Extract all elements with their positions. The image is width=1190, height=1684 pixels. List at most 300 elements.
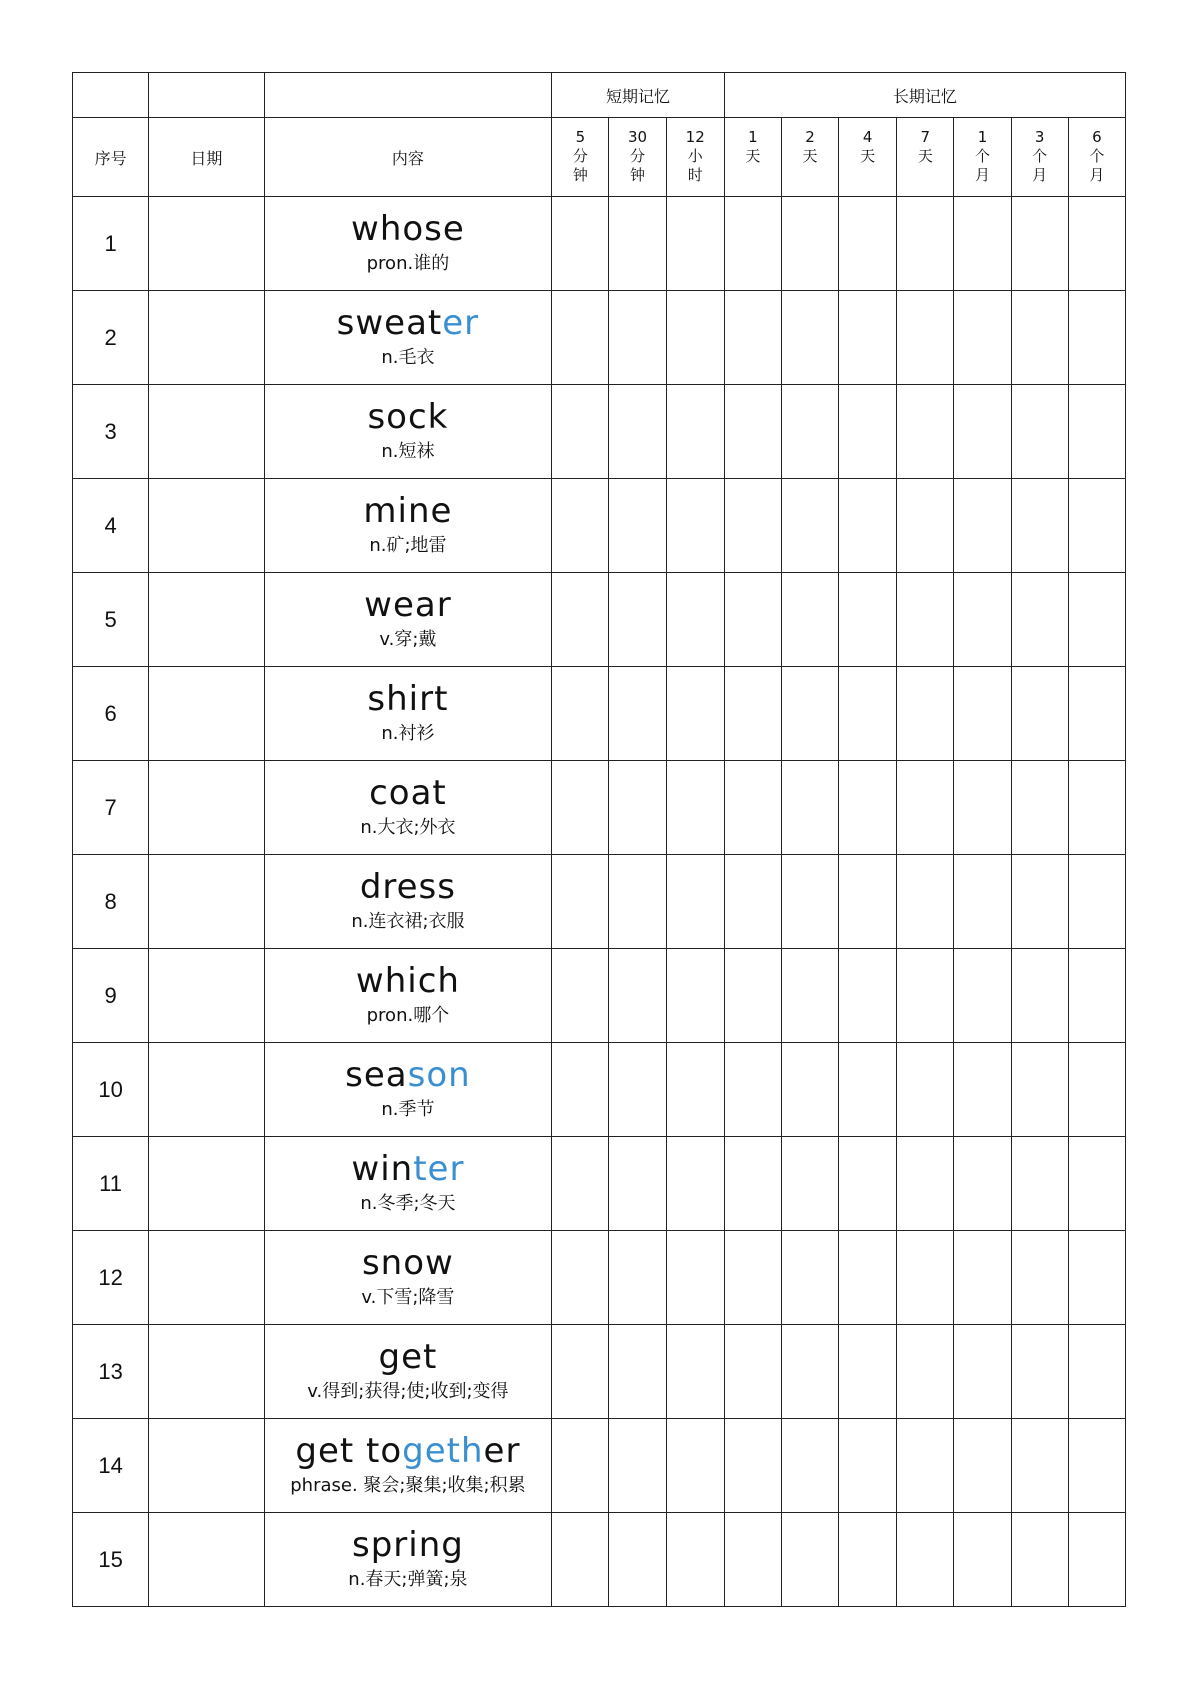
- review-checkbox-cell[interactable]: [552, 1137, 609, 1231]
- review-checkbox-cell[interactable]: [1011, 291, 1068, 385]
- review-checkbox-cell[interactable]: [781, 1419, 838, 1513]
- word-meaning: pron.哪个: [366, 1004, 450, 1026]
- review-checkbox-cell[interactable]: [609, 855, 666, 949]
- review-checkbox-cell[interactable]: [1068, 949, 1125, 1043]
- review-checkbox-cell[interactable]: [897, 385, 954, 479]
- vocab-word: [265, 304, 552, 342]
- review-checkbox-cell[interactable]: [666, 1325, 724, 1419]
- word-meaning: n.衬衫: [381, 722, 435, 744]
- review-checkbox-cell[interactable]: [666, 479, 724, 573]
- review-checkbox-cell[interactable]: [954, 949, 1011, 1043]
- review-checkbox-cell[interactable]: [609, 197, 666, 291]
- review-checkbox-cell[interactable]: [1011, 855, 1068, 949]
- review-checkbox-cell[interactable]: [781, 855, 838, 949]
- date-cell[interactable]: [149, 667, 264, 761]
- review-checkbox-cell[interactable]: [781, 479, 838, 573]
- row-index: 13: [73, 1325, 149, 1419]
- review-checkbox-cell[interactable]: [954, 855, 1011, 949]
- review-checkbox-cell[interactable]: [552, 1043, 609, 1137]
- word-part: sweat: [336, 302, 443, 343]
- review-checkbox-cell[interactable]: [666, 949, 724, 1043]
- row-index: 1: [73, 197, 149, 291]
- review-checkbox-cell[interactable]: [954, 1231, 1011, 1325]
- vocab-word: [265, 868, 552, 906]
- review-checkbox-cell[interactable]: [897, 1325, 954, 1419]
- review-checkbox-cell[interactable]: [724, 667, 781, 761]
- review-checkbox-cell[interactable]: [839, 761, 897, 855]
- review-checkbox-cell[interactable]: [609, 1419, 666, 1513]
- review-checkbox-cell[interactable]: [839, 1231, 897, 1325]
- date-cell[interactable]: [149, 761, 264, 855]
- date-cell[interactable]: [149, 385, 264, 479]
- word-part: sea: [345, 1054, 408, 1095]
- date-cell[interactable]: [149, 949, 264, 1043]
- content-cell: [264, 1419, 552, 1513]
- review-checkbox-cell[interactable]: [781, 385, 838, 479]
- review-checkbox-cell[interactable]: [781, 291, 838, 385]
- content-cell: [264, 385, 552, 479]
- review-checkbox-cell[interactable]: [1068, 667, 1125, 761]
- review-checkbox-cell[interactable]: [781, 667, 838, 761]
- review-checkbox-cell[interactable]: [724, 573, 781, 667]
- review-checkbox-cell[interactable]: [1011, 1325, 1068, 1419]
- review-checkbox-cell[interactable]: [781, 573, 838, 667]
- vocab-word: [265, 586, 552, 624]
- interval-header-char: 6: [1092, 128, 1102, 146]
- interval-header-char: 时: [687, 166, 703, 184]
- interval-header-char: 12: [685, 128, 705, 146]
- review-checkbox-cell[interactable]: [897, 855, 954, 949]
- review-checkbox-cell[interactable]: [781, 949, 838, 1043]
- word-meaning: pron.谁的: [366, 252, 450, 274]
- review-checkbox-cell[interactable]: [1011, 1419, 1068, 1513]
- review-checkbox-cell[interactable]: [1068, 197, 1125, 291]
- interval-header-char: 个: [974, 147, 990, 165]
- review-checkbox-cell[interactable]: [781, 1513, 838, 1607]
- interval-header-char: 月: [1089, 166, 1105, 184]
- content-cell: [264, 479, 552, 573]
- review-checkbox-cell[interactable]: [1068, 573, 1125, 667]
- vocab-word: [265, 1432, 552, 1470]
- interval-header: [839, 118, 897, 197]
- content-cell: [264, 1137, 552, 1231]
- review-checkbox-cell[interactable]: [552, 949, 609, 1043]
- review-checkbox-cell[interactable]: [781, 1137, 838, 1231]
- vocab-word: [265, 1526, 552, 1564]
- table-row: [73, 1231, 1126, 1325]
- word-part: dress: [359, 866, 456, 907]
- vocab-word: [265, 774, 552, 812]
- review-checkbox-cell[interactable]: [1068, 1513, 1125, 1607]
- review-checkbox-cell[interactable]: [897, 761, 954, 855]
- review-checkbox-cell[interactable]: [839, 197, 897, 291]
- review-checkbox-cell[interactable]: [1068, 1043, 1125, 1137]
- long-term-header: 长期记忆: [724, 73, 1125, 118]
- interval-header: [954, 118, 1011, 197]
- interval-header-char: 个: [1032, 147, 1048, 165]
- interval-header-char: 5: [575, 128, 586, 146]
- interval-header-char: 4: [862, 128, 873, 146]
- row-index: 14: [73, 1419, 149, 1513]
- table-row: [73, 1137, 1126, 1231]
- review-checkbox-cell[interactable]: [552, 761, 609, 855]
- interval-header-char: 天: [917, 147, 933, 165]
- review-checkbox-cell[interactable]: [954, 1419, 1011, 1513]
- review-checkbox-cell[interactable]: [954, 291, 1011, 385]
- interval-header-char: 月: [1032, 166, 1048, 184]
- review-checkbox-cell[interactable]: [839, 949, 897, 1043]
- word-part: coat: [369, 772, 447, 813]
- row-index: 2: [73, 291, 149, 385]
- vocab-word: [265, 492, 552, 530]
- review-checkbox-cell[interactable]: [839, 1419, 897, 1513]
- word-part: shirt: [367, 678, 449, 719]
- word-meaning: n.毛衣: [381, 346, 435, 368]
- review-checkbox-cell[interactable]: [552, 1419, 609, 1513]
- review-checkbox-cell[interactable]: [1011, 761, 1068, 855]
- content-cell: [264, 573, 552, 667]
- review-checkbox-cell[interactable]: [839, 1137, 897, 1231]
- interval-header: [609, 118, 666, 197]
- interval-header-char: 天: [745, 147, 761, 165]
- interval-header-char: 1: [748, 128, 758, 146]
- review-checkbox-cell[interactable]: [609, 667, 666, 761]
- review-checkbox-cell[interactable]: [954, 573, 1011, 667]
- word-meaning: n.短袜: [381, 440, 435, 462]
- row-index: 10: [73, 1043, 149, 1137]
- review-checkbox-cell[interactable]: [1011, 949, 1068, 1043]
- date-cell[interactable]: [149, 197, 264, 291]
- review-checkbox-cell[interactable]: [666, 385, 724, 479]
- date-header: 日期: [149, 118, 264, 197]
- row-index: 12: [73, 1231, 149, 1325]
- row-index: 7: [73, 761, 149, 855]
- review-checkbox-cell[interactable]: [1068, 1419, 1125, 1513]
- review-checkbox-cell[interactable]: [1011, 197, 1068, 291]
- word-meaning: n.春天;弹簧;泉: [348, 1568, 468, 1590]
- review-checkbox-cell[interactable]: [1011, 385, 1068, 479]
- row-index: 11: [73, 1137, 149, 1231]
- content-cell: [264, 291, 552, 385]
- interval-header-char: 钟: [630, 166, 646, 184]
- review-checkbox-cell[interactable]: [609, 1325, 666, 1419]
- table-row: [73, 1419, 1126, 1513]
- header-blank-cell: [73, 73, 149, 118]
- content-cell: [264, 1513, 552, 1607]
- review-checkbox-cell[interactable]: [839, 573, 897, 667]
- date-cell[interactable]: [149, 1513, 264, 1607]
- content-header: 内容: [264, 118, 552, 197]
- table-row: [73, 197, 1126, 291]
- word-part: get to: [295, 1430, 403, 1471]
- review-checkbox-cell[interactable]: [666, 761, 724, 855]
- review-checkbox-cell[interactable]: [839, 667, 897, 761]
- review-checkbox-cell[interactable]: [552, 479, 609, 573]
- word-part: mine: [363, 490, 453, 531]
- review-checkbox-cell[interactable]: [609, 1513, 666, 1607]
- content-cell: [264, 1231, 552, 1325]
- review-checkbox-cell[interactable]: [781, 1231, 838, 1325]
- review-checkbox-cell[interactable]: [954, 761, 1011, 855]
- date-cell[interactable]: [149, 1231, 264, 1325]
- review-checkbox-cell[interactable]: [1068, 761, 1125, 855]
- review-checkbox-cell[interactable]: [666, 1419, 724, 1513]
- review-checkbox-cell[interactable]: [954, 479, 1011, 573]
- review-checkbox-cell[interactable]: [1011, 667, 1068, 761]
- table-row: [73, 385, 1126, 479]
- review-checkbox-cell[interactable]: [609, 573, 666, 667]
- review-checkbox-cell[interactable]: [1011, 1043, 1068, 1137]
- review-checkbox-cell[interactable]: [552, 855, 609, 949]
- review-checkbox-cell[interactable]: [724, 1231, 781, 1325]
- review-checkbox-cell[interactable]: [609, 291, 666, 385]
- word-part: win: [351, 1148, 414, 1189]
- word-highlight: son: [407, 1054, 471, 1095]
- review-checkbox-cell[interactable]: [552, 385, 609, 479]
- word-highlight: geth: [402, 1430, 484, 1471]
- review-checkbox-cell[interactable]: [897, 1231, 954, 1325]
- review-checkbox-cell[interactable]: [897, 291, 954, 385]
- interval-header: [781, 118, 838, 197]
- header-row-columns: [73, 118, 1126, 197]
- review-checkbox-cell[interactable]: [781, 1325, 838, 1419]
- interval-header-char: 2: [805, 128, 815, 146]
- review-checkbox-cell[interactable]: [954, 667, 1011, 761]
- review-checkbox-cell[interactable]: [1011, 479, 1068, 573]
- review-checkbox-cell[interactable]: [609, 1137, 666, 1231]
- word-meaning: v.下雪;降雪: [361, 1286, 455, 1308]
- word-meaning: v.得到;获得;使;收到;变得: [307, 1380, 509, 1402]
- review-checkbox-cell[interactable]: [839, 385, 897, 479]
- interval-header: [1068, 118, 1125, 197]
- table-row: [73, 949, 1126, 1043]
- interval-header-char: 钟: [572, 166, 588, 184]
- review-checkbox-cell[interactable]: [839, 1513, 897, 1607]
- review-checkbox-cell[interactable]: [897, 573, 954, 667]
- review-checkbox-cell[interactable]: [609, 1231, 666, 1325]
- interval-header-char: 30: [628, 128, 648, 146]
- review-checkbox-cell[interactable]: [781, 761, 838, 855]
- word-part: er: [483, 1430, 521, 1471]
- interval-header: [897, 118, 954, 197]
- vocab-word: [265, 398, 552, 436]
- word-part: whose: [351, 208, 465, 249]
- interval-header-char: 分: [572, 147, 588, 165]
- row-index: 6: [73, 667, 149, 761]
- word-meaning: n.冬季;冬天: [360, 1192, 456, 1214]
- content-cell: [264, 855, 552, 949]
- review-checkbox-cell[interactable]: [954, 1043, 1011, 1137]
- word-part: sock: [367, 396, 449, 437]
- content-cell: [264, 667, 552, 761]
- table-row: [73, 479, 1126, 573]
- review-checkbox-cell[interactable]: [552, 197, 609, 291]
- interval-header-char: 小: [687, 147, 703, 165]
- content-cell: [264, 1043, 552, 1137]
- review-checkbox-cell[interactable]: [552, 1325, 609, 1419]
- review-checkbox-cell[interactable]: [666, 1137, 724, 1231]
- review-checkbox-cell[interactable]: [609, 385, 666, 479]
- word-meaning: phrase. 聚会;聚集;收集;积累: [290, 1474, 526, 1496]
- review-checkbox-cell[interactable]: [724, 761, 781, 855]
- content-cell: [264, 197, 552, 291]
- date-cell[interactable]: [149, 1325, 264, 1419]
- table-body: [73, 73, 1126, 1607]
- review-checkbox-cell[interactable]: [1011, 1137, 1068, 1231]
- interval-header-char: 月: [974, 166, 990, 184]
- date-cell[interactable]: [149, 573, 264, 667]
- review-checkbox-cell[interactable]: [839, 291, 897, 385]
- review-checkbox-cell[interactable]: [609, 949, 666, 1043]
- memory-review-table: [72, 72, 1126, 1607]
- review-checkbox-cell[interactable]: [839, 479, 897, 573]
- review-checkbox-cell[interactable]: [552, 573, 609, 667]
- date-cell[interactable]: [149, 291, 264, 385]
- review-checkbox-cell[interactable]: [954, 385, 1011, 479]
- review-checkbox-cell[interactable]: [954, 1137, 1011, 1231]
- date-cell[interactable]: [149, 1419, 264, 1513]
- table-row: [73, 291, 1126, 385]
- review-checkbox-cell[interactable]: [609, 479, 666, 573]
- review-checkbox-cell[interactable]: [897, 479, 954, 573]
- review-checkbox-cell[interactable]: [954, 1325, 1011, 1419]
- review-checkbox-cell[interactable]: [666, 1043, 724, 1137]
- review-checkbox-cell[interactable]: [724, 197, 781, 291]
- date-cell[interactable]: [149, 1043, 264, 1137]
- review-checkbox-cell[interactable]: [552, 291, 609, 385]
- table-row: [73, 667, 1126, 761]
- review-checkbox-cell[interactable]: [839, 855, 897, 949]
- review-checkbox-cell[interactable]: [666, 291, 724, 385]
- review-checkbox-cell[interactable]: [666, 1231, 724, 1325]
- review-checkbox-cell[interactable]: [1068, 855, 1125, 949]
- review-checkbox-cell[interactable]: [1011, 1513, 1068, 1607]
- vocab-word: [265, 1150, 552, 1188]
- vocab-word: [265, 1056, 552, 1094]
- review-checkbox-cell[interactable]: [552, 1513, 609, 1607]
- review-checkbox-cell[interactable]: [954, 1513, 1011, 1607]
- word-part: spring: [351, 1524, 464, 1565]
- review-checkbox-cell[interactable]: [552, 667, 609, 761]
- word-part: get: [378, 1336, 438, 1377]
- review-checkbox-cell[interactable]: [666, 855, 724, 949]
- table-row: [73, 1325, 1126, 1419]
- table-row: [73, 761, 1126, 855]
- word-part: wear: [364, 584, 452, 625]
- review-checkbox-cell[interactable]: [839, 1043, 897, 1137]
- interval-header: [1011, 118, 1068, 197]
- review-checkbox-cell[interactable]: [897, 1043, 954, 1137]
- review-checkbox-cell[interactable]: [609, 1043, 666, 1137]
- row-index: 4: [73, 479, 149, 573]
- table-row: [73, 1513, 1126, 1607]
- interval-header-char: 7: [920, 128, 931, 146]
- review-checkbox-cell[interactable]: [724, 1325, 781, 1419]
- date-cell[interactable]: [149, 855, 264, 949]
- review-checkbox-cell[interactable]: [666, 1513, 724, 1607]
- header-blank-cell: [149, 73, 264, 118]
- review-checkbox-cell[interactable]: [1011, 1231, 1068, 1325]
- table-row: [73, 855, 1126, 949]
- row-index: 9: [73, 949, 149, 1043]
- review-checkbox-cell[interactable]: [897, 197, 954, 291]
- review-checkbox-cell[interactable]: [1068, 291, 1125, 385]
- vocab-word: [265, 1338, 552, 1376]
- content-cell: [264, 949, 552, 1043]
- review-checkbox-cell[interactable]: [666, 573, 724, 667]
- index-header: 序号: [73, 118, 149, 197]
- interval-header-char: 3: [1034, 128, 1045, 146]
- review-checkbox-cell[interactable]: [897, 949, 954, 1043]
- review-checkbox-cell[interactable]: [897, 1419, 954, 1513]
- row-index: 5: [73, 573, 149, 667]
- review-checkbox-cell[interactable]: [1068, 385, 1125, 479]
- review-checkbox-cell[interactable]: [724, 855, 781, 949]
- date-cell[interactable]: [149, 1137, 264, 1231]
- interval-header: [552, 118, 609, 197]
- header-blank-cell: [264, 73, 552, 118]
- review-checkbox-cell[interactable]: [897, 1137, 954, 1231]
- word-meaning: n.矿;地雷: [369, 534, 447, 556]
- interval-header: [724, 118, 781, 197]
- review-checkbox-cell[interactable]: [724, 949, 781, 1043]
- review-checkbox-cell[interactable]: [781, 197, 838, 291]
- interval-header: [666, 118, 724, 197]
- table-row: [73, 573, 1126, 667]
- review-checkbox-cell[interactable]: [724, 479, 781, 573]
- table-row: [73, 1043, 1126, 1137]
- word-highlight: ter: [413, 1148, 465, 1189]
- vocab-word: [265, 962, 552, 1000]
- interval-header-char: 个: [1089, 147, 1105, 165]
- word-meaning: v.穿;戴: [379, 628, 437, 650]
- review-checkbox-cell[interactable]: [839, 1325, 897, 1419]
- review-checkbox-cell[interactable]: [724, 1513, 781, 1607]
- review-checkbox-cell[interactable]: [1068, 1325, 1125, 1419]
- interval-header-char: 1: [977, 128, 988, 146]
- content-cell: [264, 761, 552, 855]
- review-checkbox-cell[interactable]: [1068, 1231, 1125, 1325]
- review-checkbox-cell[interactable]: [724, 385, 781, 479]
- row-index: 8: [73, 855, 149, 949]
- review-checkbox-cell[interactable]: [1011, 573, 1068, 667]
- review-checkbox-cell[interactable]: [897, 1513, 954, 1607]
- date-cell[interactable]: [149, 479, 264, 573]
- interval-header-char: 分: [630, 147, 646, 165]
- review-checkbox-cell[interactable]: [1068, 1137, 1125, 1231]
- vocab-word: [265, 210, 552, 248]
- review-checkbox-cell[interactable]: [609, 761, 666, 855]
- review-checkbox-cell[interactable]: [724, 1043, 781, 1137]
- review-checkbox-cell[interactable]: [781, 1043, 838, 1137]
- review-checkbox-cell[interactable]: [897, 667, 954, 761]
- review-checkbox-cell[interactable]: [954, 197, 1011, 291]
- review-checkbox-cell[interactable]: [724, 291, 781, 385]
- vocab-word: [265, 1244, 552, 1282]
- review-checkbox-cell[interactable]: [724, 1137, 781, 1231]
- review-checkbox-cell[interactable]: [666, 197, 724, 291]
- word-meaning: n.大衣;外衣: [360, 816, 456, 838]
- short-term-header: 短期记忆: [552, 73, 724, 118]
- word-part: which: [355, 960, 460, 1001]
- word-meaning: n.季节: [381, 1098, 435, 1120]
- review-checkbox-cell[interactable]: [666, 667, 724, 761]
- review-checkbox-cell[interactable]: [724, 1419, 781, 1513]
- review-checkbox-cell[interactable]: [552, 1231, 609, 1325]
- word-highlight: er: [442, 302, 480, 343]
- review-checkbox-cell[interactable]: [1068, 479, 1125, 573]
- interval-header-char: 天: [802, 147, 818, 165]
